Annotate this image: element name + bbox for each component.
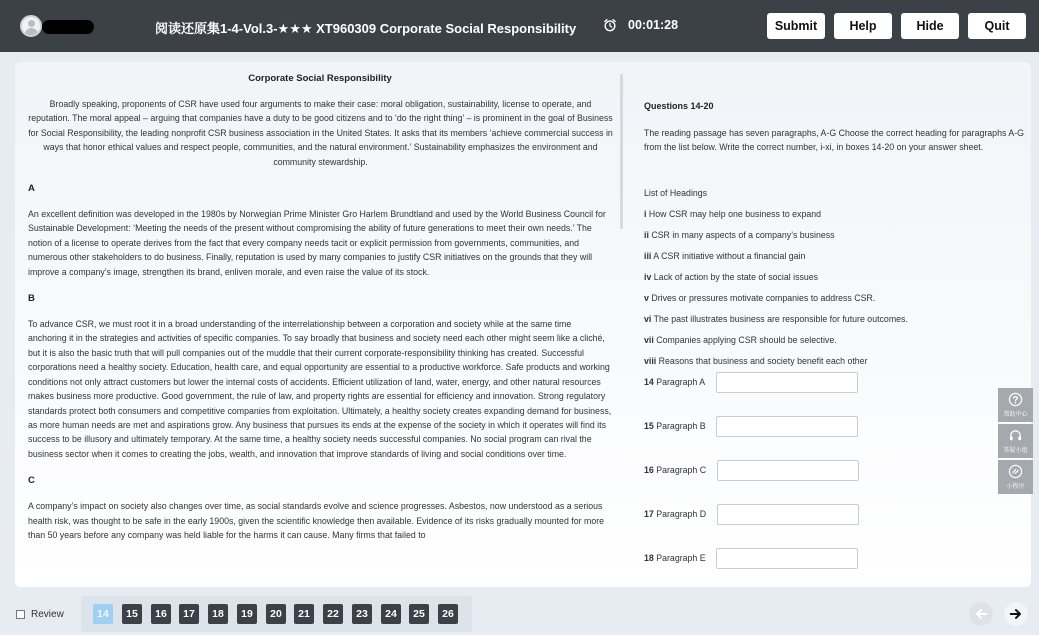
question-nav-21[interactable]: 21 [294,604,314,624]
question-nav-17[interactable]: 17 [179,604,199,624]
question-nav-18[interactable]: 18 [208,604,228,624]
answer-input-15[interactable] [716,416,858,437]
passage-intro: Broadly speaking, proponents of CSR have used four arguments to make their case: moral obligation, sustainability, license to operate, and reputation. The moral appeal – arguing that companies have a duty to be good citizens and to ‘do the right thing’ – is prominent in the goal of Business for Social Responsibility, the leading nonprofit CSR business association in the United States. It asks that its members ‘achieve commercial success in ways that honor ethical values and respect people, communities, and the natural environment.’ Sustainability emphasizes the environment and community stewardship. [28,99,613,167]
heading-option: ii CSR in many aspects of a company’s business [644,230,835,240]
question-nav-25[interactable]: 25 [409,604,429,624]
review-checkbox[interactable] [16,610,25,619]
question-nav-16[interactable]: 16 [151,604,171,624]
question-label: 18 Paragraph E [644,553,706,563]
question-label: 16 Paragraph C [644,465,707,475]
alarm-clock-icon [603,18,617,32]
question-nav-20[interactable]: 20 [266,604,286,624]
section-letter: A [28,183,35,195]
redacted-username [42,20,94,34]
arrow-right-icon [1009,607,1023,621]
questions-instructions: The reading passage has seven paragraphs, A-G Choose the correct heading for paragraphs A-G from the list below. Write the correct number, i-xi, in boxes 14-20 on your answer sheet. [644,128,1024,153]
quit-button[interactable]: Quit [968,13,1026,39]
review-label: Review [31,609,64,620]
next-question-button[interactable] [1004,602,1028,626]
previous-question-button[interactable] [969,602,993,626]
question-label: 17 Paragraph D [644,509,707,519]
answer-input-17[interactable] [717,504,859,525]
answer-input-14[interactable] [716,372,858,393]
answer-input-16[interactable] [717,460,859,481]
headset-icon [1008,428,1023,443]
arrow-left-icon [974,607,988,621]
hide-button[interactable]: Hide [901,13,959,39]
section-paragraph: To advance CSR, we must root it in a broad understanding of the interrelationship between a corporation and society while at the same time anchoring it in the strategies and activities of specific companies. To say broadly that business and society need each other might seem like a cliché, but it is also the basic truth that will pull companies out of the muddle that their current corporate-responsibility thinking has created. Successful corporations need a healthy society. Education, health care, and equal opportunity are essential to a productive workforce. Safe products and working conditions not only attract customers but lower the internal costs of accidents. Efficient utilization of land, water, energy, and other natural resources makes business more productive. Good government, the rule of law, and property rights are essential for efficiency and innovation. Strong regulatory standards protect both consumers and competitive companies from exploitation. Ultimately, a healthy society creates expanding demand for business, as more human needs are met and aspirations grow. Any business that pursues its ends at the expense of the society in which it operates will find its success to be illusory and ultimately temporary. At the same time, a healthy society needs successful companies. No social program can rival the business sector when it comes to creating the jobs, wealth, and innovation that improve standards of living and social conditions over time. [28,319,612,459]
answer-input-18[interactable] [716,548,858,569]
questions-heading: Questions 14-20 [644,101,714,111]
review-toggle[interactable] [16,609,64,620]
help-center-button[interactable]: 帮助中心 [998,388,1033,422]
question-nav-14[interactable]: 14 [93,604,113,624]
headings-list-title: List of Headings [644,188,708,198]
pane-resize-handle[interactable] [620,74,623,229]
heading-option: vi The past illustrates business are responsible for future outcomes. [644,314,908,324]
section-paragraph: An excellent definition was developed in the 1980s by Norwegian Prime Minister Gro Harlem Brundtland and used by the World Business Council for Sustainable Development: ‘Meeting the needs of the present without compromising the ability of future generations to meet their own needs.’ The notion of a license to operate derives from the fact that every company needs tacit or explicit permission from governments, communities, and numerous other stakeholders to do business. Finally, reputation is used by many companies to justify CSR initiatives on the grounds that they will improve a company’s image, strengthen its brand, enliven morale, and even raise the value of its stock. [28,209,606,277]
top-bar [0,0,1039,52]
question-circle-icon [1008,392,1023,407]
heading-option: i How CSR may help one business to expand [644,209,822,219]
question-nav-15[interactable]: 15 [122,604,142,624]
qa-group-button[interactable]: 答疑小组 [998,424,1033,458]
question-nav-24[interactable]: 24 [381,604,401,624]
heading-option: iii A CSR initiative without a financial gain [644,251,806,261]
countdown-timer: 00:01:28 [628,18,679,32]
heading-option: v Drives or pressures motivate companies to address CSR. [644,293,876,303]
user-avatar-icon [20,15,42,37]
exam-content-panel [15,62,1031,587]
question-nav-26[interactable]: 26 [438,604,458,624]
questions-pane [644,62,1029,587]
section-letter: C [28,475,35,487]
mini-program-button[interactable]: 小程序 [998,460,1033,494]
question-nav-19[interactable]: 19 [237,604,257,624]
question-nav-22[interactable]: 22 [323,604,343,624]
heading-option: vii Companies applying CSR should be selective. [644,335,837,345]
section-paragraph: A company’s impact on society also changes over time, as social standards evolve and science progresses. Asbestos, now understood as a serious health risk, was thought to be safe in the early 1900s, given the scientific knowledge then available. Evidence of its risks gradually mounted for more than 50 years before any company was held liable for the harms it can cause. Many firms that failed to [28,501,605,540]
passage-title: Corporate Social Responsibility [248,73,392,84]
heading-option: viii Reasons that business and society benefit each other [644,356,868,366]
mini-program-icon [1008,464,1023,479]
heading-option: iv Lack of action by the state of social issues [644,272,819,282]
question-nav-23[interactable]: 23 [352,604,372,624]
question-label: 14 Paragraph A [644,377,706,387]
reading-passage[interactable] [15,62,620,587]
question-label: 15 Paragraph B [644,421,706,431]
question-navigator [81,596,472,632]
submit-button[interactable]: Submit [767,13,825,39]
section-letter: B [28,293,35,305]
help-button[interactable]: Help [834,13,892,39]
test-title: 阅读还原集1-4-Vol.3-★★★ XT960309 Corporate Social Responsibility [155,21,577,36]
